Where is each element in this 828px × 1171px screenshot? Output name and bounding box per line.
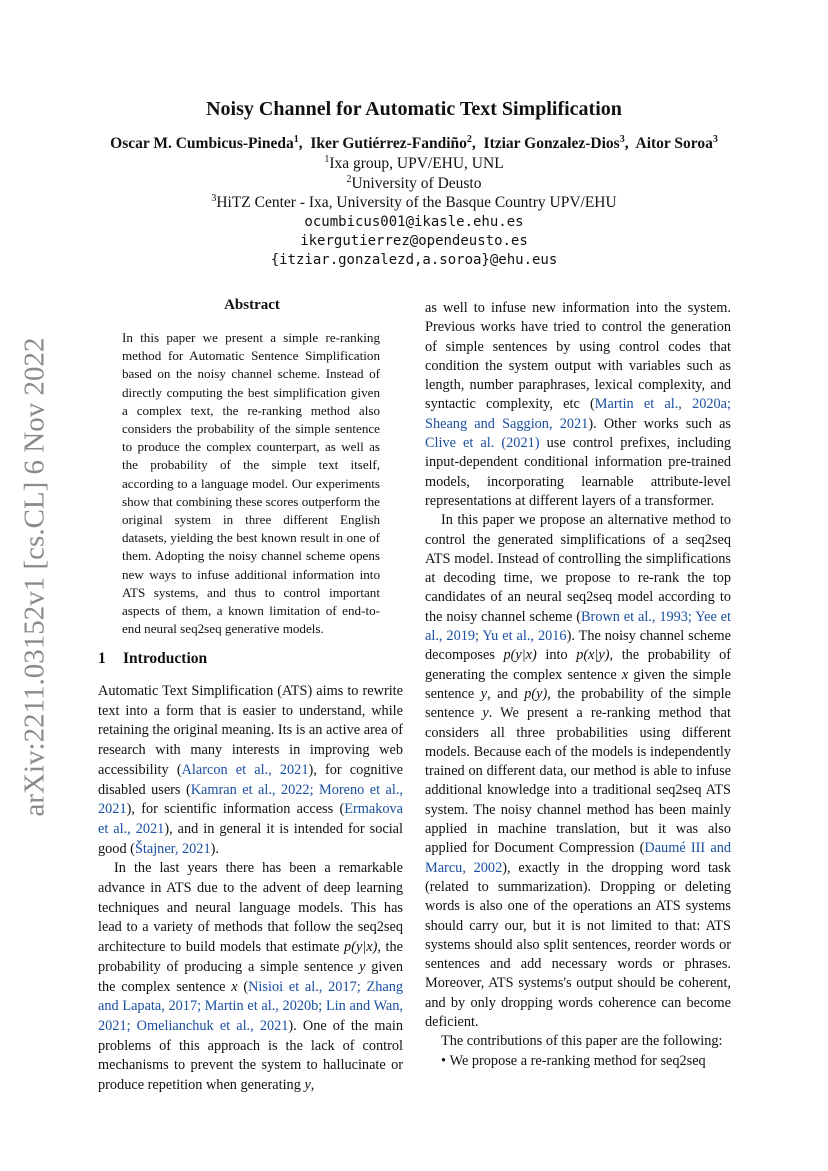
- citation-link[interactable]: Kamran et al., 2022; Moreno et al., 2021: [98, 781, 404, 818]
- affiliation-text: University of Deusto: [351, 175, 482, 193]
- section-number: 1: [98, 650, 106, 667]
- abstract-heading: Abstract: [224, 297, 280, 313]
- math-expression: y: [304, 1077, 311, 1094]
- author-mark: 3: [712, 134, 718, 145]
- math-expression: y: [482, 705, 489, 722]
- paragraph: The contributions of this paper are the following:: [441, 1033, 723, 1050]
- text-run: ). One of the main problems of this approach is the lack of control mechanisms to prevent the system to hallucinate or produce repetition when generating: [98, 1017, 403, 1094]
- affiliation: [0, 154, 828, 173]
- math-expression: p(y|x): [344, 939, 378, 956]
- citation-link[interactable]: Alarcon et al., 2021: [181, 761, 309, 778]
- bullet-text: We propose a re-ranking method for seq2seq: [449, 1052, 706, 1069]
- abstract-text: In this paper we present a simple re-ranking method for Automatic Sentence Simplification based on the noisy channel scheme. Instead of directly computing the best simplification given a complex text, the re-ranking method also considers the probability of the simple sentence to produce the complex counterpart, as well as the probability of the simple text itself, according to a language model. Our experiments show that combining these scores outperform the original system in three different English datasets, yielding the best known result in one of them. Adopting the noisy channel scheme opens new ways to infuse additional information into ATS systems, and thus to control important aspects of them, a known limitation of end-to-end neural seq2seq generative models.: [122, 330, 380, 637]
- text-run: ). The noisy channel scheme decomposes: [425, 628, 732, 664]
- text-run: ), for cognitive disabled users (: [98, 761, 403, 798]
- affiliation-text: Ixa group, UPV/EHU, UNL: [329, 155, 504, 173]
- text-run: In this paper we propose an alternative method to control the generated simplifications of a seq2seq ATS model. Instead of controlling the simplifications at decoding time, we propose to re-rank the top candidates of an neural seq2seq model according to the noisy channel scheme (: [425, 512, 731, 625]
- text-run: ), exactly in the dropping word task (related to summarization). Dropping or deleting words is also one of the operations an ATS systems should carry our, but it is not limited to that: ATS systems should also split sentences, reorder words or sentences and add necessary words or phrases. Moreover, ATS systems's output should be coherent, and by only dropping words coherence can become deficient.: [425, 859, 731, 1030]
- affiliation: [0, 174, 828, 193]
- paper-title: Noisy Channel for Automatic Text Simplification: [206, 98, 622, 120]
- math-expression: p(x|y): [576, 647, 610, 664]
- citation-link[interactable]: Brown et al., 1993; Yee et al., 2019; Yu et al., 2016: [425, 608, 731, 645]
- affiliation-mark: 2: [346, 174, 352, 185]
- text-run: ,: [310, 1077, 315, 1094]
- arxiv-identifier: arXiv:2211.03152v1 [cs.CL] 6 Nov 2022: [18, 337, 51, 817]
- paragraph: [98, 682, 403, 859]
- math-expression: x: [621, 666, 629, 683]
- math-expression: x: [231, 978, 238, 995]
- paragraph: [98, 859, 403, 1095]
- text-run: ).: [210, 840, 219, 857]
- math-expression: p(y): [524, 685, 548, 702]
- email[interactable]: ocumbicus001@ikasle.ehu.es: [304, 214, 524, 230]
- citation-link[interactable]: Daumé III and Marcu, 2002: [425, 840, 732, 876]
- text-run: In the last years there has been a remarkable advance in ATS due to the advent of deep learning techniques and neural language models. This has lead to a variety of methods that follow the seq2seq architecture to build models that estimate: [98, 860, 403, 956]
- math-expression: y: [359, 958, 366, 975]
- affiliation-mark: 1: [324, 154, 330, 165]
- citation-link[interactable]: Ermakova et al., 2021: [98, 801, 403, 837]
- text-run: Automatic Text Simplification (ATS) aims to rewrite text into a form that is easier to understand, while retaining the original meaning. Its is an active area of research with many interests in improving web accessibility (: [98, 683, 403, 778]
- email[interactable]: ikergutierrez@opendeusto.es: [300, 233, 528, 249]
- math-expression: y: [480, 685, 488, 702]
- text-run: , the probability of producing a simple sentence: [98, 939, 403, 975]
- citation-link[interactable]: Clive et al. (2021): [425, 435, 540, 452]
- text-run: , the probability of the simple sentence: [425, 685, 731, 722]
- paragraph: [425, 511, 731, 1032]
- text-run: given the simple sentence: [425, 666, 731, 702]
- paragraph: [425, 299, 731, 511]
- author-mark: 3: [619, 134, 625, 145]
- author-mark: 1: [293, 134, 299, 145]
- text-run: ). Other works such as: [588, 415, 731, 432]
- author-name: Oscar M. Cumbicus-Pineda: [110, 135, 294, 153]
- bullet-marker: •: [441, 1052, 450, 1069]
- citation-link[interactable]: Martin et al., 2020a; Sheang and Saggion, 2021: [425, 396, 731, 432]
- text-run: ), for scientific information access (: [126, 801, 345, 818]
- email[interactable]: {itziar.gonzalezd,a.soroa}@ehu.eus: [270, 252, 558, 268]
- affiliation-text: HiTZ Center - Ixa, University of the Basque Country UPV/EHU: [216, 194, 617, 212]
- text-run: into: [536, 647, 577, 664]
- math-expression: p(y|x): [503, 647, 537, 664]
- right-column: [425, 299, 731, 1071]
- left-column: [98, 682, 403, 1096]
- text-run: , the probability of generating the complex sentence: [425, 647, 731, 683]
- text-run: given the complex sentence: [98, 958, 403, 995]
- citation-link[interactable]: Nisioi et al., 2017; Zhang and Lapata, 2017; Martin et al., 2020b; Lin and Wan, 2021; Omelianchuk et al., 2021: [98, 978, 403, 1034]
- text-run: (: [237, 978, 249, 995]
- affiliation-mark: 3: [211, 193, 217, 204]
- citation-link[interactable]: Štajner, 2021: [134, 840, 211, 857]
- text-run: as well to infuse new information into the system. Previous works have tried to control the generation of simple sentences by using control codes that condition the system output with variables such as length, number paraphrases, lexical complexity, and syntactic complexity, etc (: [425, 300, 731, 413]
- text-run: ), and in general it is intended for social good (: [98, 820, 403, 857]
- affiliation: [0, 193, 828, 212]
- author-mark: 2: [466, 134, 472, 145]
- author-name: Aitor Soroa: [635, 135, 713, 153]
- author-name: Itziar Gonzalez-Dios: [483, 135, 620, 153]
- arxiv-stamp: [10, 312, 60, 842]
- author-list: Oscar M. Cumbicus-Pineda$^1$, Iker Gutiérrez-Fandiño$^2$, Itziar Gonzalez-Dios$^3$, Aitor Soroa$^3$: [110, 134, 718, 153]
- author-name: Iker Gutiérrez-Fandiño: [310, 135, 467, 153]
- section-heading: [98, 650, 207, 668]
- section-title: Introduction: [123, 650, 208, 667]
- text-run: , and: [487, 685, 525, 702]
- bullet-item: [425, 1052, 731, 1071]
- text-run: . We present a re-ranking method that considers all three probabilities using different models. Because each of the models is independently trained on different data, our method is able to infuse additional knowledge into a traditional seq2seq ATS system. The noisy channel method has been mainly applied in machine translation, but it was also applied for Document Compression (: [425, 705, 732, 857]
- text-run: use control prefixes, including input-dependent conditional information pre-trained models, incorporating learnable attribute-level representations at different layers of a transformer.: [425, 435, 731, 509]
